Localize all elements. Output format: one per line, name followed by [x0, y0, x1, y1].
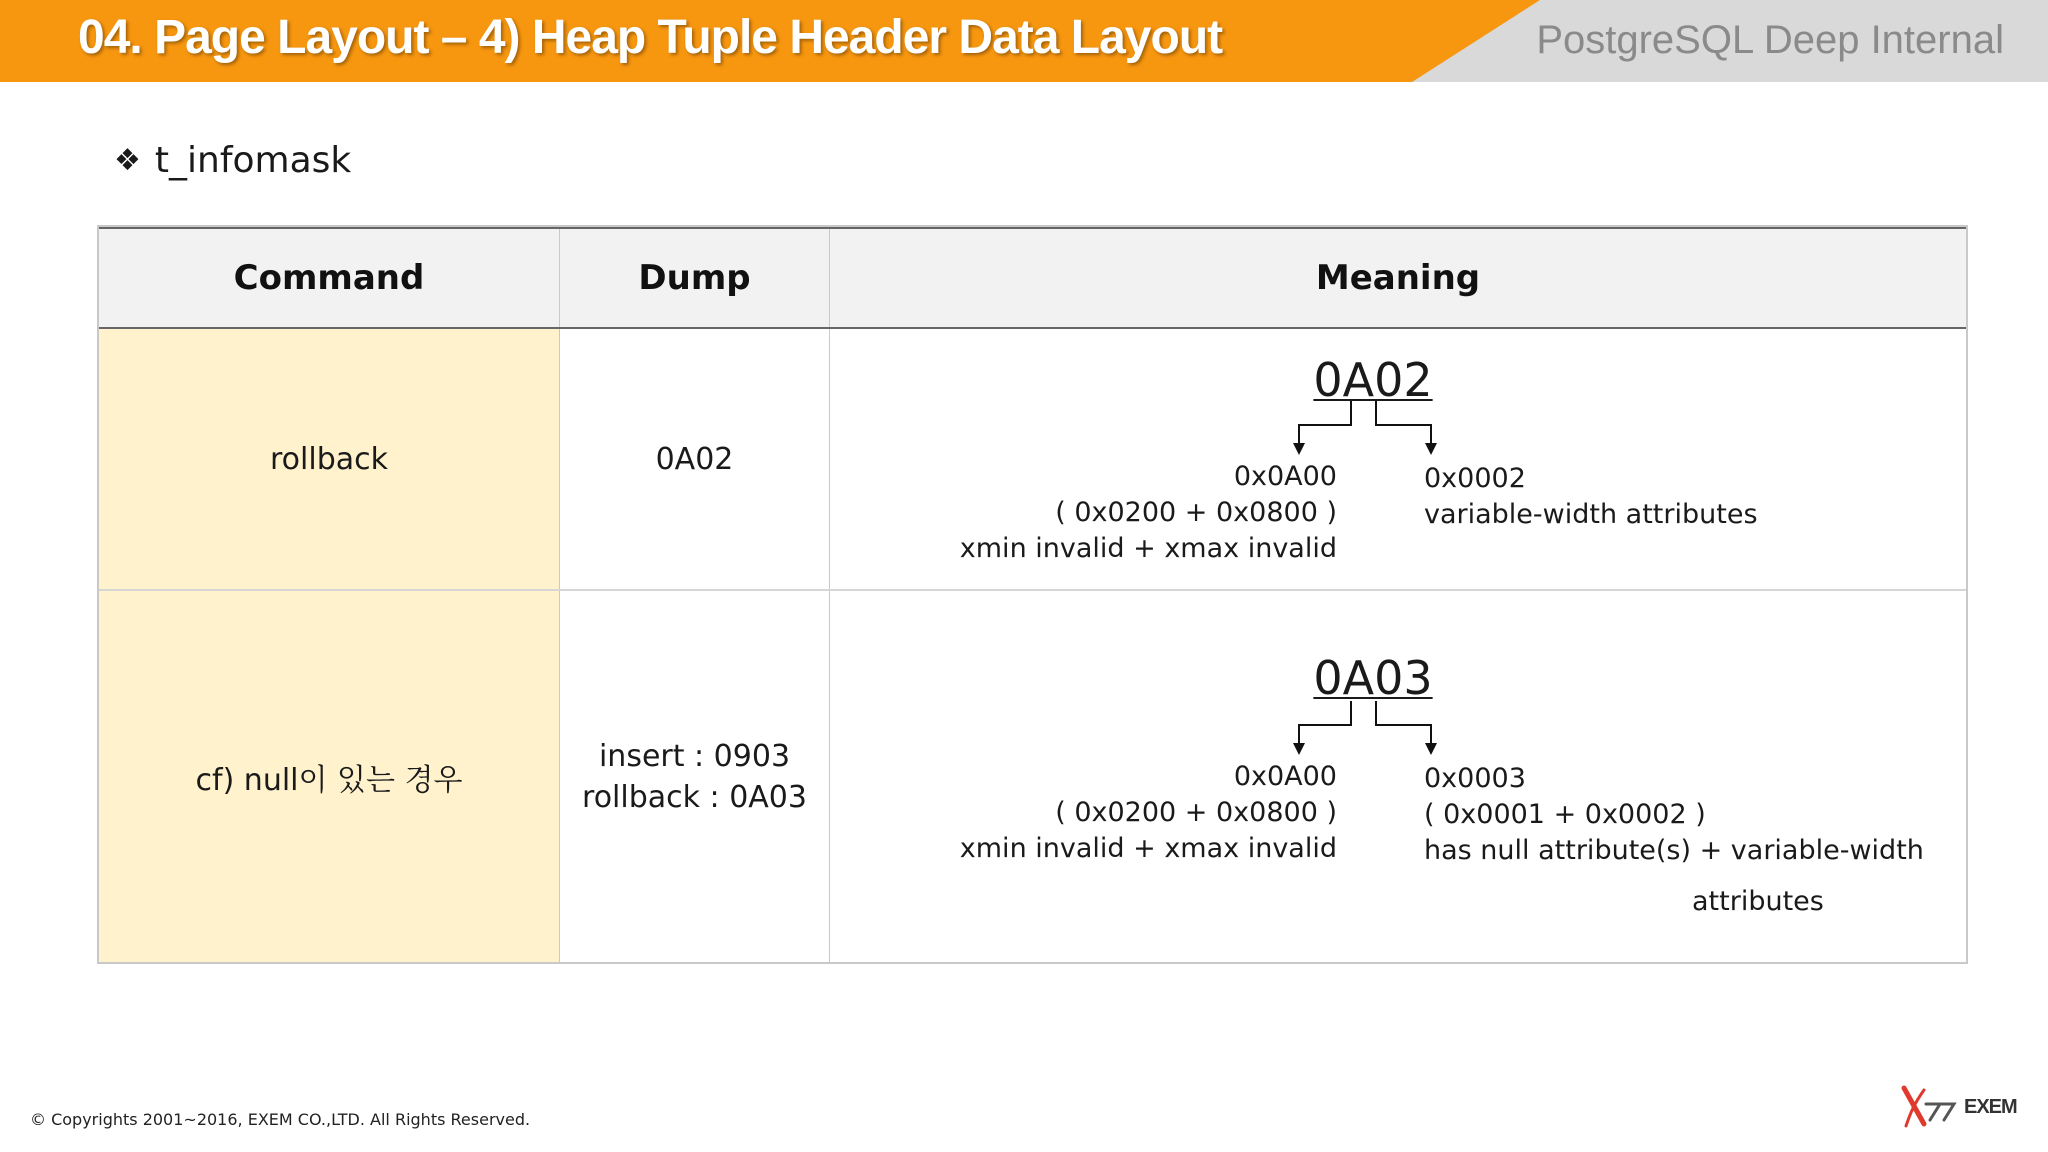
meaning-cell — [830, 329, 1966, 589]
infomask-table — [97, 225, 1968, 964]
hex-code: 0A02 — [1313, 353, 1433, 407]
hex-code: 0A03 — [1313, 651, 1433, 705]
table-row — [99, 591, 1966, 962]
right-sum: ( 0x0001 + 0x0002 ) — [1424, 799, 1706, 830]
left-sum: ( 0x0200 + 0x0800 ) — [1055, 797, 1337, 828]
command-cell: cf) null이 있는 경우 — [99, 591, 560, 962]
page-title: 04. Page Layout – 4) Heap Tuple Header Data Layout — [78, 11, 1223, 64]
copyright: © Copyrights 2001~2016, EXEM CO.,LTD. All Rights Reserved. — [30, 1110, 531, 1129]
dump-cell: 0A02 — [560, 329, 830, 589]
section-heading — [114, 140, 351, 181]
left-sum: ( 0x0200 + 0x0800 ) — [1055, 497, 1337, 528]
exem-logo — [1900, 1082, 2017, 1132]
meaning-cell — [830, 591, 1966, 962]
header-dump: Dump — [560, 229, 830, 327]
right-desc-wrap: attributes — [1692, 886, 1824, 917]
right-hex: 0x0002 — [1424, 463, 1526, 494]
left-hex: 0x0A00 — [1233, 761, 1337, 792]
title-bar — [0, 0, 2048, 82]
right-desc: has null attribute(s) + variable-width — [1424, 835, 1924, 866]
left-desc: xmin invalid + xmax invalid — [959, 533, 1337, 564]
right-desc: variable-width attributes — [1424, 499, 1758, 530]
dump-rollback: rollback : 0A03 — [582, 779, 807, 815]
dump-cell — [560, 591, 830, 962]
logo-text: EXEM — [1964, 1095, 2017, 1118]
command-cell: rollback — [99, 329, 560, 589]
deck-subtitle: PostgreSQL Deep Internal — [1536, 18, 2004, 62]
dump-insert: insert : 0903 — [598, 738, 791, 774]
table-row — [99, 329, 1966, 591]
diamond-bullet-icon: ❖ — [114, 143, 141, 178]
section-title: t_infomask — [154, 140, 352, 181]
exem-logo-icon — [1900, 1082, 1960, 1132]
left-desc: xmin invalid + xmax invalid — [959, 833, 1337, 864]
header-command: Command — [99, 229, 560, 327]
left-hex: 0x0A00 — [1233, 461, 1337, 492]
header-meaning: Meaning — [1315, 258, 1481, 298]
table-header — [99, 227, 1966, 329]
right-hex: 0x0003 — [1424, 763, 1526, 794]
